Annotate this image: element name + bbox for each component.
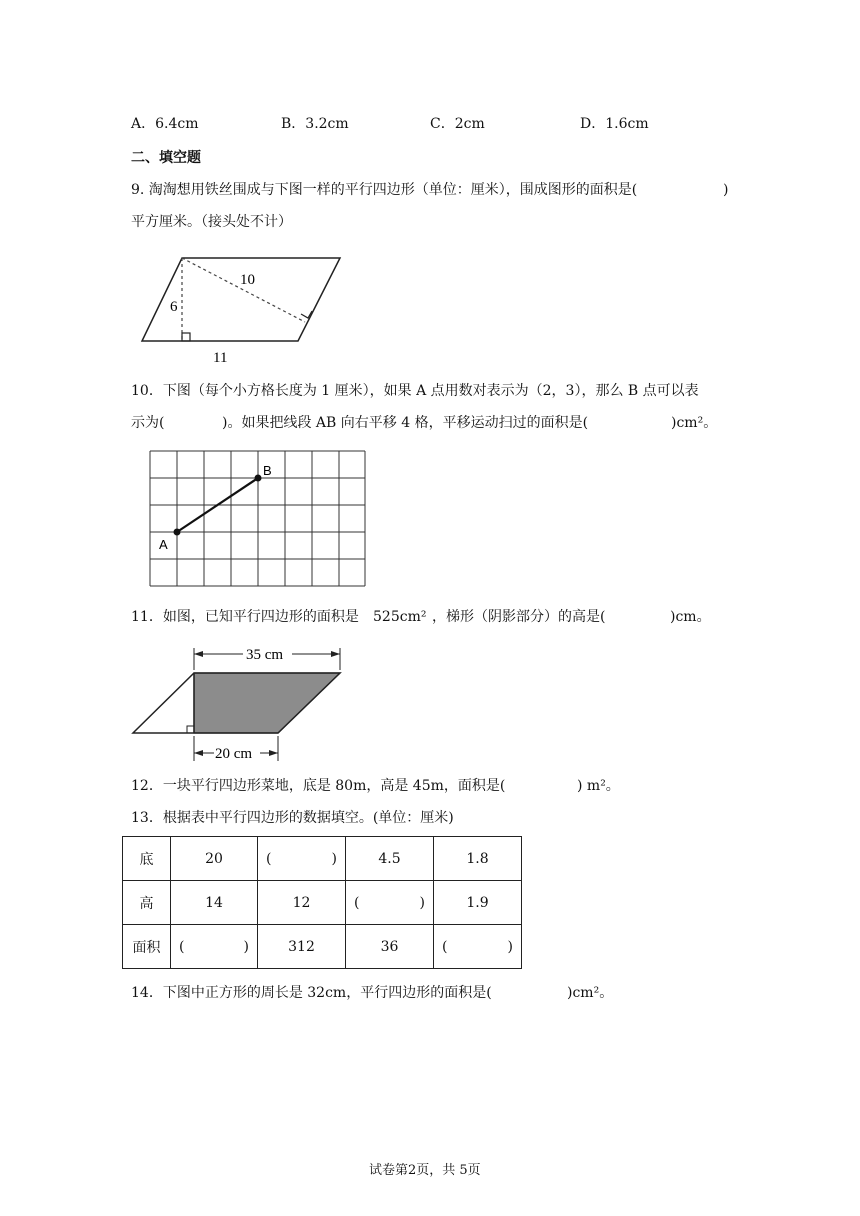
q11-text-b: ，梯形（阴影部分）的高是( <box>432 609 606 625</box>
blank-open: ( <box>442 938 448 955</box>
q10-label-a: A <box>159 537 168 552</box>
option-b: B．3.2cm <box>281 116 349 132</box>
table-cell: 4.5 <box>346 837 434 881</box>
q11-text-c: )cm。 <box>670 609 711 625</box>
table-row-label: 面积 <box>123 925 171 969</box>
q9-label-height: 6 <box>170 299 178 315</box>
blank-close: ) <box>243 938 249 955</box>
option-a: A．6.4cm <box>131 116 199 132</box>
q9-parallelogram-figure <box>135 248 350 368</box>
table-cell: 14 <box>171 881 258 925</box>
q11-right-angle-mark <box>187 726 194 733</box>
table-blank-cell <box>434 925 522 969</box>
blank-open: ( <box>179 938 185 955</box>
q11-shaded-trapezoid <box>194 673 340 733</box>
q11-top-length: 35 cm <box>246 647 284 663</box>
blank-open: ( <box>354 894 360 911</box>
page-footer: 试卷第2页，共 5页 <box>369 1163 481 1178</box>
q11-top-arrowhead-left <box>194 651 203 657</box>
blank-close: ) <box>507 938 513 955</box>
table-row-label: 底 <box>123 837 171 881</box>
q14-text-a: 14．下图中正方形的周长是 32cm，平行四边形的面积是( <box>131 985 492 1001</box>
table-cell: 1.9 <box>434 881 522 925</box>
option-d: D．1.6cm <box>580 116 649 132</box>
section-title: 二、填空题 <box>131 150 201 166</box>
blank-close: ) <box>419 894 425 911</box>
blank-parentheses <box>171 939 257 955</box>
table-row <box>123 837 522 881</box>
table-cell: 12 <box>258 881 346 925</box>
blank-parentheses <box>434 939 521 955</box>
q9-diagonal-height-line <box>182 258 305 322</box>
q10-line1: 10．下图（每个小方格长度为 1 厘米），如果 A 点用数对表示为（2，3），那么 B 点可以表 <box>131 383 699 399</box>
table-row <box>123 881 522 925</box>
q10-point-b <box>255 475 262 482</box>
q10-grid-figure <box>145 448 370 592</box>
q11-text-a: 11．如图，已知平行四边形的面积是 <box>131 609 359 625</box>
table-cell: 1.8 <box>434 837 522 881</box>
q13-table <box>122 836 522 969</box>
q11-bottom-arrowhead-left <box>194 750 203 756</box>
blank-close: ) <box>331 850 337 867</box>
table-cell: 312 <box>258 925 346 969</box>
q12-text-b: ) m²。 <box>577 778 620 794</box>
q9-line2: 平方厘米。（接头处不计） <box>131 214 292 230</box>
q9-label-diag: 10 <box>240 272 255 288</box>
q10-line2a: 示为( <box>131 415 165 431</box>
q11-bottom-length: 20 cm <box>215 746 253 762</box>
q11-parallelogram-figure <box>128 640 353 765</box>
q10-line2c: )cm²。 <box>671 415 718 431</box>
q9-right-angle-mark <box>182 333 190 341</box>
option-c: C．2cm <box>430 116 485 132</box>
table-cell: 20 <box>171 837 258 881</box>
blank-parentheses <box>346 895 433 911</box>
q9-label-base: 11 <box>213 350 228 366</box>
q12-text-a: 12．一块平行四边形菜地，底是 80m，高是 45m，面积是( <box>131 778 506 794</box>
q10-grid-lines <box>150 451 365 586</box>
q11-area: 525cm² <box>373 609 427 625</box>
table-cell: 36 <box>346 925 434 969</box>
q11-top-arrowhead-right <box>331 651 340 657</box>
table-row-label: 高 <box>123 881 171 925</box>
table-blank-cell <box>258 837 346 881</box>
q13-text: 13．根据表中平行四边形的数据填空。(单位：厘米) <box>131 810 454 826</box>
table-blank-cell <box>171 925 258 969</box>
blank-open: ( <box>266 850 272 867</box>
table-row <box>123 925 522 969</box>
q11-bottom-arrowhead-right <box>269 750 278 756</box>
q9-line1: 9. 淘淘想用铁丝围成与下图一样的平行四边形（单位：厘米），围成图形的面积是( <box>131 182 638 198</box>
blank-parentheses <box>258 851 345 867</box>
q9-line1-end: ) <box>723 182 729 198</box>
q14-text-b: )cm²。 <box>567 985 614 1001</box>
table-blank-cell <box>346 881 434 925</box>
q10-label-b: B <box>263 463 272 478</box>
q10-point-a <box>174 529 181 536</box>
q10-line2b: )。如果把线段 AB 向右平移 4 格，平移运动扫过的面积是( <box>222 415 589 431</box>
